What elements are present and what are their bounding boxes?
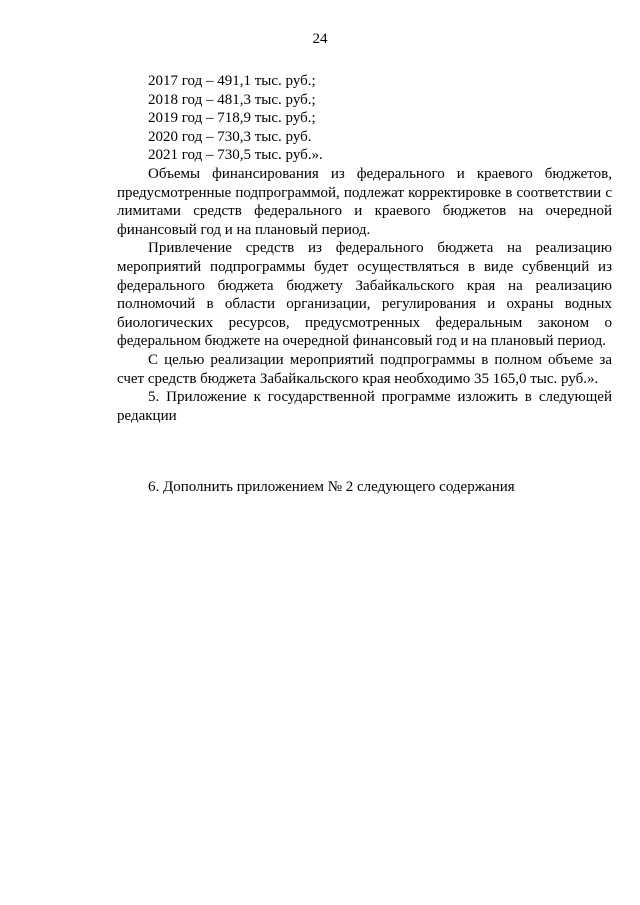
funding-line-2020: 2020 год – 730,3 тыс. руб. [148,128,312,145]
paragraph-federal-funds: Привлечение средств из федерального бюджета на реализацию мероприятий подпрограммы будет осуществляться в виде субвенций из федерального бюджета бюджету Забайкальского края на реализацию полномочий в области организации, регулирования и охраны водных биологических ресурсов, предусмотренных федеральным законом о федеральном бюджете на очередной финансовый год и на плановый период. [117,240,612,350]
page-number: 24 [312,31,328,47]
funding-line-2018: 2018 год – 481,3 тыс. руб.; [148,91,316,108]
document-body [117,72,612,497]
paragraph-item-5: 5. Приложение к государственной программе изложить в следующей редакции [117,389,612,424]
funding-line-2021: 2021 год – 730,5 тыс. руб.». [148,147,323,164]
paragraph-item-6: 6. Дополнить приложением № 2 следующего содержания [148,479,515,496]
paragraph-regional-funds: С целью реализации мероприятий подпрограммы в полном объеме за счет средств бюджета Забайкальского края необходимо 35 165,0 тыс. руб.». [117,351,612,387]
paragraph-financing-volumes: Объемы финансирования из федерального и краевого бюджетов, предусмотренные подпрограммой, подлежат корректировке в соответствии с лимитами средств федерального и краевого бюджетов на очередной финансовый год и на плановый период. [117,165,612,238]
funding-line-2019: 2019 год – 718,9 тыс. руб.; [148,110,316,127]
funding-line-2017: 2017 год – 491,1 тыс. руб.; [148,73,316,89]
